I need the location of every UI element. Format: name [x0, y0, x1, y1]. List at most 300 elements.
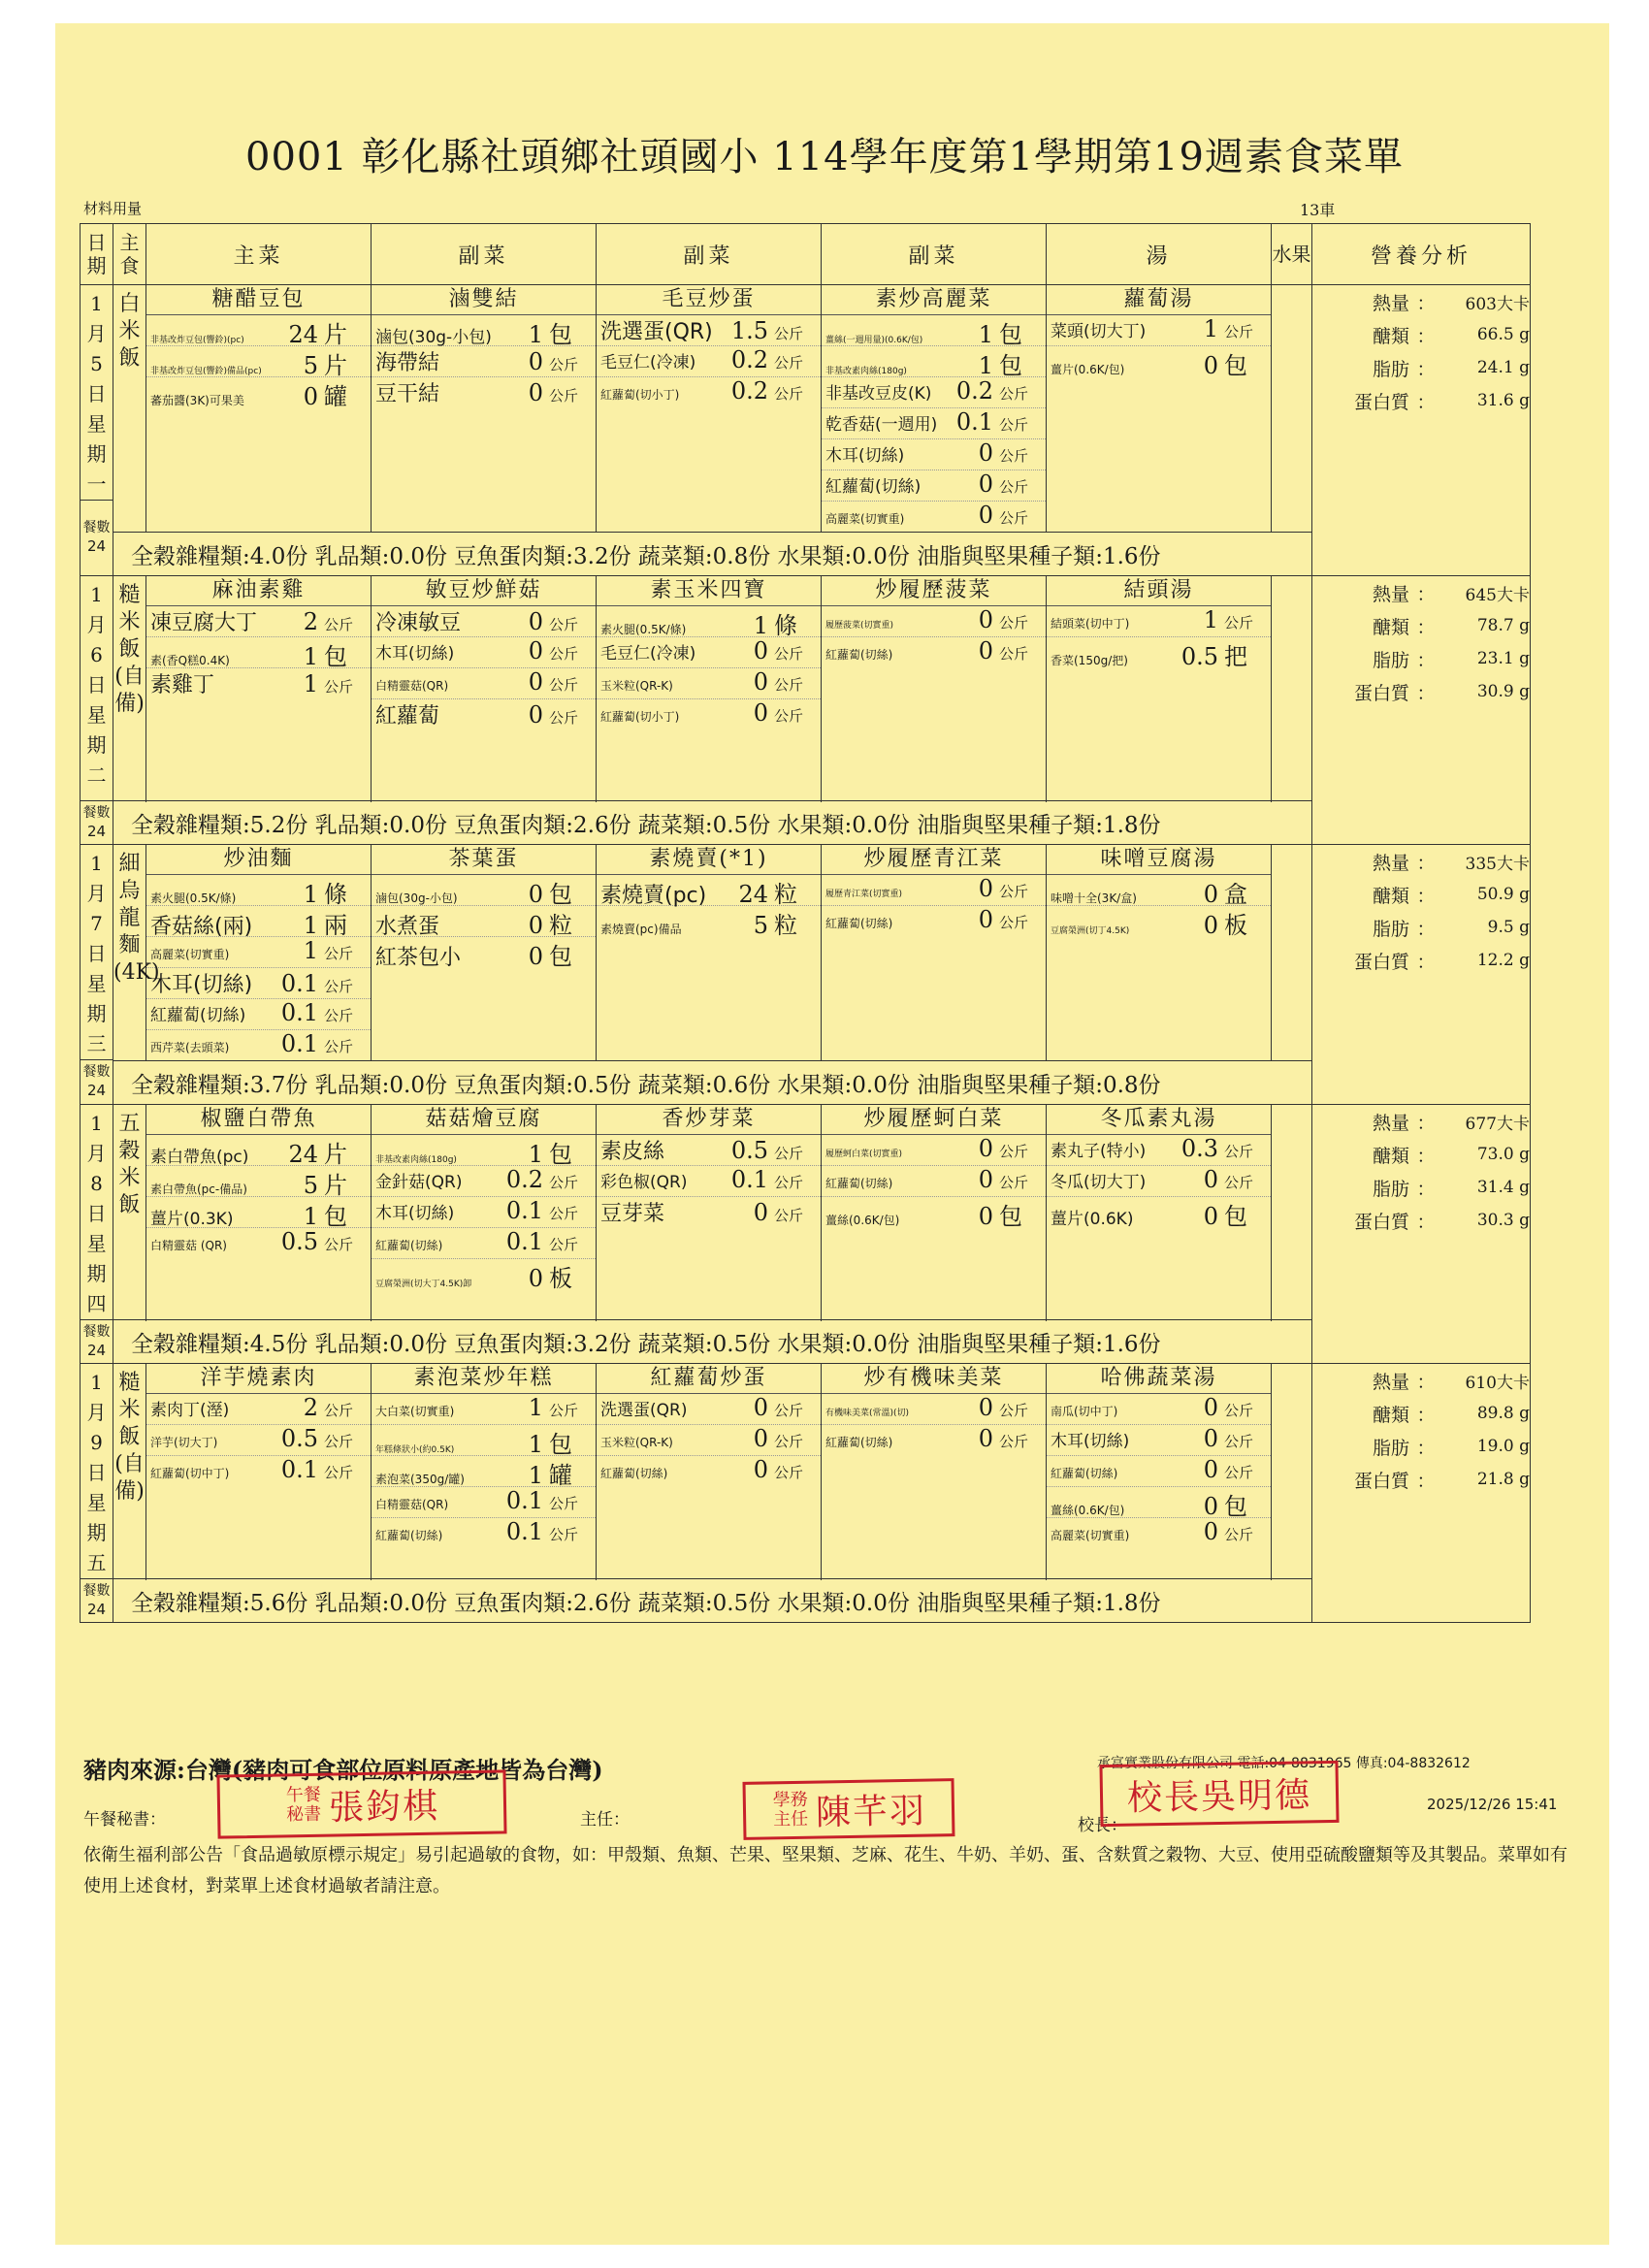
nutrition-fat	[1312, 1171, 1530, 1204]
secretary-stamp	[216, 1769, 506, 1838]
ingredient-unit: 公斤	[774, 707, 804, 725]
nutrition-carb-label: 醣類	[1372, 1145, 1409, 1167]
ingredient-qty: 0	[528, 379, 543, 406]
ingredient-unit: 公斤	[324, 616, 354, 633]
dish-cell	[822, 845, 1047, 1061]
header-nutrition: 營養分析	[1312, 224, 1531, 285]
dish-name: 茶葉蛋	[372, 845, 596, 875]
day-row	[81, 1105, 1531, 1320]
nutrition-energy-label: 熱量	[1372, 1112, 1409, 1134]
ingredient-name: 履歷菠菜(切實重)	[825, 621, 894, 631]
nutrition-carb	[1312, 318, 1530, 351]
nutrition-protein-value: 12.2 g	[1476, 951, 1530, 970]
ingredient-unit: 公斤	[774, 1402, 804, 1419]
fruit-cell	[1272, 1364, 1312, 1579]
ingredient-row	[822, 1135, 1046, 1166]
nutrition-colon: ：	[1416, 1178, 1436, 1200]
fruit-cell	[1272, 1105, 1312, 1320]
servings-label: 餐數	[82, 1064, 111, 1080]
dish-cell	[146, 576, 372, 801]
day-row	[81, 285, 1531, 501]
ingredient-row	[597, 637, 821, 668]
ingredient-unit: 公斤	[999, 478, 1029, 496]
ingredient-row	[146, 1425, 371, 1456]
ingredient-name: 豆干結	[375, 382, 440, 406]
food-group-summary: 全穀雜糧類:5.2份 乳品類:0.0份 豆魚蛋肉類:2.6份 蔬菜類:0.5份 水果類:0.0份 油脂與堅果種子類:1.8份	[113, 801, 1312, 845]
ingredient-qty: 0	[753, 668, 768, 696]
ingredient-row	[372, 1166, 596, 1197]
ingredient-qty: 0.1	[280, 970, 318, 997]
nutrition-energy-value: 677大卡	[1465, 1114, 1530, 1134]
header-staple: 主食	[113, 224, 146, 285]
fruit-cell	[1272, 576, 1312, 801]
day-row	[81, 845, 1531, 1060]
dish-cell	[597, 845, 822, 1061]
nutrition-carb-label: 醣類	[1372, 616, 1409, 638]
ingredient-qty: 0	[303, 383, 318, 410]
ingredient-row	[822, 1166, 1046, 1197]
ingredient-row	[146, 906, 371, 937]
ingredient-qty: 2	[303, 1394, 318, 1421]
day-label-char: 日	[86, 673, 107, 697]
dish-name: 麻油素雞	[146, 576, 371, 606]
staple-char: 龍	[118, 906, 141, 930]
ingredient-name: 豆芽菜	[600, 1202, 665, 1226]
ingredient-row	[372, 668, 596, 699]
ingredient-qty: 1.5	[730, 317, 768, 344]
nutrition-energy-label: 熱量	[1372, 1371, 1409, 1393]
ingredient-qty: 0.5	[280, 1425, 318, 1452]
day-label-char: 5	[90, 352, 103, 375]
food-group-summary: 全穀雜糧類:3.7份 乳品類:0.0份 豆魚蛋肉類:0.5份 蔬菜類:0.6份 水果類:0.0份 油脂與堅果種子類:0.8份	[113, 1061, 1312, 1105]
nutrition-colon: ：	[1416, 1112, 1436, 1134]
ingredient-unit: 片	[324, 1172, 347, 1199]
ingredient-unit: 條	[774, 612, 797, 639]
ingredient-unit: 公斤	[324, 945, 354, 962]
ingredient-unit: 公斤	[324, 1464, 354, 1481]
staple-label	[113, 1105, 146, 1320]
staple-label	[113, 576, 146, 801]
ingredient-qty: 0	[528, 943, 543, 970]
ingredient-row	[372, 1228, 596, 1259]
ingredient-unit: 公斤	[774, 1464, 804, 1481]
ingredient-name: 紅蘿蔔(切絲)	[825, 648, 893, 662]
ingredient-qty: 1	[528, 1431, 543, 1458]
header-side-3: 副菜	[822, 224, 1047, 285]
dish-name: 素燒賣(*1)	[597, 845, 821, 875]
ingredient-name: 水煮蛋	[375, 915, 440, 939]
dish-name: 炒有機味美菜	[822, 1364, 1046, 1394]
dish-name: 敏豆炒鮮菇	[372, 576, 596, 606]
day-label-char: 五	[86, 1551, 107, 1574]
ingredient-unit: 罐	[324, 383, 347, 410]
ingredient-name: 大白菜(切實重)	[375, 1405, 455, 1418]
nutrition-carb	[1312, 878, 1530, 911]
ingredient-name: 紅蘿蔔(切絲)	[150, 1006, 246, 1025]
ingredient-unit: 公斤	[324, 1007, 354, 1024]
ingredient-unit: 包	[1224, 1493, 1247, 1520]
ingredient-qty: 1	[978, 352, 993, 379]
ingredient-name: 玉米粒(QR-K)	[600, 1436, 673, 1449]
ingredient-row	[822, 439, 1046, 470]
staple-label	[113, 285, 146, 533]
ingredient-qty: 24	[288, 321, 318, 348]
nutrition-energy-label: 熱量	[1372, 852, 1409, 874]
dish-name: 紅蘿蔔炒蛋	[597, 1364, 821, 1394]
nutrition-colon: ：	[1416, 391, 1436, 413]
nutrition-fat-value: 31.4 g	[1476, 1178, 1530, 1197]
dish-cell	[597, 1105, 822, 1320]
ingredient-unit: 片	[324, 352, 347, 379]
ingredient-name: 素火腿(0.5K/條)	[150, 891, 237, 905]
nutrition-colon: ：	[1416, 292, 1436, 314]
staple-char: 米	[118, 1166, 141, 1190]
staple-char: 米	[118, 610, 141, 634]
day-label-char: 8	[90, 1172, 103, 1195]
staple-char: 穀	[118, 1139, 141, 1163]
nutrition-colon: ：	[1416, 1371, 1436, 1393]
dish-name: 結頭湯	[1047, 576, 1271, 606]
day-label-char: 二	[86, 763, 107, 787]
ingredient-unit: 公斤	[549, 356, 579, 373]
ingredient-qty: 0	[978, 1203, 993, 1230]
ingredient-row	[1047, 606, 1271, 637]
day-label-char: 日	[86, 1202, 107, 1225]
day-label-char: 9	[90, 1431, 103, 1454]
ingredient-unit: 公斤	[774, 676, 804, 694]
ingredient-name: 木耳(切絲)	[375, 644, 455, 664]
header-side-2: 副菜	[597, 224, 822, 285]
ingredient-name: 香菇絲(兩)	[150, 915, 253, 939]
staple-label	[113, 1364, 146, 1579]
ingredient-name: 毛豆仁(冷凍)	[600, 644, 696, 664]
ingredient-qty: 0	[528, 348, 543, 375]
ingredient-unit: 包	[1224, 1203, 1247, 1230]
ingredient-row	[372, 1456, 596, 1487]
nutrition-fat	[1312, 351, 1530, 384]
ingredient-unit: 公斤	[774, 1174, 804, 1191]
nutrition-cell	[1312, 576, 1531, 845]
car-number: 13車	[1300, 201, 1336, 219]
nutrition-protein-value: 21.8 g	[1476, 1470, 1530, 1489]
ingredient-unit: 粒	[774, 881, 797, 908]
ingredient-row	[146, 999, 371, 1030]
ingredient-unit: 公斤	[999, 509, 1029, 527]
nutrition-protein	[1312, 944, 1530, 977]
ingredient-name: 海帶結	[375, 351, 440, 375]
ingredient-unit: 公斤	[549, 387, 579, 405]
ingredient-name: 薑片(0.6K)	[1051, 1210, 1134, 1229]
ingredient-row	[372, 1487, 596, 1518]
ingredient-qty: 0	[528, 881, 543, 908]
ingredient-qty: 0.2	[730, 377, 768, 405]
ingredient-row	[597, 315, 821, 346]
day-label-char: 日	[86, 1461, 107, 1484]
nutrition-cell	[1312, 285, 1531, 576]
ingredient-row	[1047, 315, 1271, 346]
ingredient-qty: 0	[753, 1425, 768, 1452]
day-label-char: 星	[86, 972, 107, 995]
day-label	[81, 576, 113, 801]
ingredient-qty: 0	[978, 1425, 993, 1452]
ingredient-name: 薑絲(0.6K/包)	[1051, 1504, 1125, 1517]
staple-char: 五	[118, 1112, 141, 1136]
ingredient-row	[146, 606, 371, 637]
ingredient-qty: 1	[303, 643, 318, 670]
soup-cell	[1047, 576, 1272, 801]
ingredient-qty: 0	[1203, 1425, 1218, 1452]
ingredient-name: 紅蘿蔔(切中丁)	[150, 1467, 230, 1480]
servings-count: 24	[86, 822, 107, 840]
ingredient-name: 素雞丁	[150, 673, 215, 697]
ingredient-qty: 5	[303, 1172, 318, 1199]
header-side-1: 副菜	[372, 224, 597, 285]
ingredient-qty: 1	[303, 1203, 318, 1230]
header-soup: 湯	[1047, 224, 1272, 285]
ingredient-row	[146, 1394, 371, 1425]
fruit-cell	[1272, 285, 1312, 533]
ingredient-qty: 2	[303, 608, 318, 635]
servings-cell	[81, 1320, 113, 1364]
ingredient-qty: 0	[528, 668, 543, 696]
ingredient-name: 西芹菜(去頭菜)	[150, 1041, 230, 1054]
ingredient-name: 冷凍敏豆	[375, 611, 462, 635]
ingredient-name: 洋芋(切大丁)	[150, 1436, 218, 1449]
ingredient-qty: 0	[753, 637, 768, 664]
ingredient-unit: 公斤	[324, 678, 354, 696]
principal-stamp	[1099, 1761, 1339, 1827]
ingredient-row	[597, 668, 821, 699]
ingredient-qty: 0.1	[505, 1487, 543, 1514]
day-label-char: 期	[86, 1262, 107, 1285]
ingredient-name: 彩色椒(QR)	[600, 1173, 688, 1192]
ingredient-name: 素白帶魚(pc-備品)	[150, 1183, 247, 1196]
nutrition-carb-value: 66.5 g	[1476, 325, 1530, 344]
dish-cell	[146, 845, 372, 1061]
ingredient-name: 白精靈菇 (QR)	[150, 1239, 227, 1252]
ingredient-row	[146, 1228, 371, 1258]
ingredient-row	[1047, 1425, 1271, 1456]
pork-source: 豬肉來源:台灣(豬肉可食部位原料原產地皆為台灣)	[83, 1756, 603, 1784]
ingredient-row	[1047, 346, 1271, 379]
day-label-char: 1	[90, 583, 103, 606]
ingredient-qty: 0	[528, 608, 543, 635]
ingredient-unit: 公斤	[549, 1402, 579, 1419]
dish-name: 素炒高麗菜	[822, 285, 1046, 315]
day-label-char: 期	[86, 733, 107, 757]
nutrition-fat	[1312, 642, 1530, 675]
ingredient-name: 木耳(切絲)	[150, 973, 253, 997]
ingredient-qty: 0	[978, 637, 993, 664]
ingredient-unit: 片	[324, 1141, 347, 1168]
ingredient-row	[372, 1518, 596, 1548]
dish-name: 菇菇燴豆腐	[372, 1105, 596, 1135]
ingredient-unit: 公斤	[999, 447, 1029, 465]
ingredient-name: 素火腿(0.5K/條)	[600, 623, 687, 636]
ingredient-row	[372, 1394, 596, 1425]
principal-stamp-name: 校長吳明德	[1126, 1774, 1312, 1819]
day-label-char: 星	[86, 412, 107, 436]
ingredient-name: 非基改炸豆包(響鈴)備品(pc)	[150, 367, 262, 376]
ingredient-name: 南瓜(切中丁)	[1051, 1405, 1118, 1418]
ingredient-unit: 公斤	[549, 1174, 579, 1191]
staple-char: (自	[114, 1452, 145, 1476]
dish-name: 素玉米四寶	[597, 576, 821, 606]
nutrition-carb-value: 73.0 g	[1476, 1145, 1530, 1164]
ingredient-row	[1047, 1166, 1271, 1197]
ingredient-name: 凍豆腐大丁	[150, 611, 258, 635]
food-group-summary: 全穀雜糧類:4.5份 乳品類:0.0份 豆魚蛋肉類:3.2份 蔬菜類:0.5份 水果類:0.0份 油脂與堅果種子類:1.6份	[113, 1320, 1312, 1364]
menu-table	[80, 223, 1531, 1623]
ingredient-unit: 罐	[549, 1462, 572, 1489]
principal-label: 校長：	[1078, 1816, 1127, 1835]
dish-cell	[146, 1105, 372, 1320]
ingredient-qty: 0	[1203, 1493, 1218, 1520]
nutrition-colon: ：	[1416, 885, 1436, 907]
day-label-char: 1	[90, 1371, 103, 1394]
ingredient-row	[597, 346, 821, 377]
ingredient-name: 毛豆仁(冷凍)	[600, 353, 696, 373]
ingredient-qty: 0.1	[505, 1228, 543, 1255]
staple-char: 細	[118, 852, 141, 876]
servings-count: 24	[86, 1082, 107, 1099]
staple-char: 飯	[118, 1193, 141, 1217]
ingredient-unit: 公斤	[324, 978, 354, 995]
dish-cell	[822, 285, 1047, 533]
ingredient-row	[146, 637, 371, 668]
ingredient-qty: 0	[528, 1265, 543, 1292]
ingredient-row	[1047, 1518, 1271, 1548]
ingredient-row	[1047, 1197, 1271, 1230]
day-label	[81, 1105, 113, 1320]
ingredient-name: 薑絲(一週用量)(0.6K/包)	[825, 336, 923, 345]
ingredient-name: 紅茶包小	[375, 946, 462, 970]
ingredient-qty: 0.1	[280, 1456, 318, 1483]
ingredient-qty: 0	[978, 502, 993, 529]
nutrition-fat	[1312, 1430, 1530, 1463]
ingredient-name: 紅蘿蔔(切絲)	[825, 477, 922, 497]
day-label-char: 1	[90, 852, 103, 875]
ingredient-row	[146, 346, 371, 377]
nutrition-colon: ：	[1416, 1470, 1436, 1492]
dish-name: 滷雙結	[372, 285, 596, 315]
fruit-cell	[1272, 845, 1312, 1061]
staple-char: 飯	[118, 1425, 141, 1449]
ingredient-name: 有機味美菜(常溫)(切)	[825, 1409, 910, 1418]
ingredient-row	[822, 875, 1046, 906]
director-stamp	[742, 1778, 954, 1840]
ingredient-unit: 公斤	[774, 1207, 804, 1224]
ingredient-unit: 公斤	[774, 354, 804, 372]
ingredient-unit: 包	[549, 321, 572, 348]
ingredient-qty: 0	[1203, 1166, 1218, 1193]
ingredient-qty: 1	[528, 1394, 543, 1421]
ingredient-row	[146, 1166, 371, 1197]
nutrition-fat	[1312, 911, 1530, 944]
nutrition-energy-value: 335大卡	[1465, 854, 1530, 874]
secretary-label: 午餐秘書：	[83, 1810, 166, 1830]
ingredient-qty: 1	[303, 912, 318, 939]
ingredient-name: 薑片(0.3K)	[150, 1210, 234, 1229]
staple-char: (4K)	[113, 960, 160, 985]
nutrition-fat-value: 9.5 g	[1487, 918, 1530, 937]
caterer-info: 承富實業股份有限公司 電話:04-8831965 傳真:04-8832612	[1097, 1756, 1471, 1771]
nutrition-colon: ：	[1416, 918, 1436, 940]
dish-name: 哈佛蔬菜湯	[1047, 1364, 1271, 1394]
ingredient-row	[372, 606, 596, 637]
ingredient-name: 非基改炸豆包(響鈴)(pc)	[150, 336, 244, 345]
nutrition-protein-value: 30.9 g	[1476, 682, 1530, 701]
nutrition-fat-label: 脂肪	[1372, 1437, 1409, 1459]
ingredient-unit: 公斤	[549, 1236, 579, 1253]
ingredient-unit: 片	[324, 321, 347, 348]
nutrition-fat-label: 脂肪	[1372, 918, 1409, 940]
ingredient-name: 洗選蛋(QR)	[600, 320, 713, 344]
ingredient-name: 素泡菜(350g/罐)	[375, 1473, 465, 1486]
ingredient-name: 玉米粒(QR-K)	[600, 679, 673, 693]
ingredient-unit: 包	[549, 1431, 572, 1458]
ingredient-row	[1047, 1135, 1271, 1166]
ingredient-qty: 5	[303, 352, 318, 379]
nutrition-colon: ：	[1416, 682, 1436, 704]
ingredient-row	[146, 1456, 371, 1486]
servings-cell	[81, 501, 113, 576]
ingredient-name: 紅蘿蔔(切絲)	[1051, 1467, 1118, 1480]
ingredient-qty: 0	[978, 470, 993, 498]
day-label-char: 6	[90, 643, 103, 666]
allergen-notice: 依衛生福利部公告「食品過敏原標示規定」易引起過敏的食物，如：甲殼類、魚類、芒果、堅果類、芝麻、花生、牛奶、羊奶、蛋、含麩質之穀物、大豆、使用亞硫酸鹽類等及其製品。菜單如有使用上述食材，對菜單上述食材過敏者請注意。	[83, 1845, 1568, 1896]
ingredient-unit: 包	[549, 1141, 572, 1168]
ingredient-name: 素肉丁(溼)	[150, 1401, 230, 1420]
ingredient-qty: 0	[1203, 1203, 1218, 1230]
ingredient-qty: 0	[1203, 881, 1218, 908]
ingredient-name: 紅蘿蔔(切絲)	[375, 1529, 443, 1542]
servings-count: 24	[86, 537, 107, 555]
dish-cell	[822, 1105, 1047, 1320]
dish-cell	[372, 285, 597, 533]
nutrition-energy	[1312, 576, 1530, 609]
ingredient-unit: 公斤	[774, 385, 804, 403]
ingredient-name: 滷包(30g-小包)	[375, 891, 458, 905]
ingredient-unit: 公斤	[549, 1205, 579, 1222]
nutrition-carb-label: 醣類	[1372, 885, 1409, 907]
ingredient-name: 非基改素肉絲(180g)	[375, 1155, 457, 1165]
ingredient-row	[146, 1135, 371, 1166]
ingredient-qty: 0	[978, 1394, 993, 1421]
ingredient-unit: 公斤	[549, 709, 579, 727]
ingredient-unit: 公斤	[1224, 1402, 1254, 1419]
ingredient-name: 豆腐榮洲(切丁4.5K)	[1051, 926, 1130, 936]
ingredient-name: 高麗菜(切實重)	[825, 512, 905, 526]
ingredient-qty: 0	[528, 701, 543, 729]
staple-char: 烏	[118, 879, 141, 903]
ingredient-name: 菜頭(切大丁)	[1051, 322, 1147, 341]
ingredient-qty: 0	[1203, 1456, 1218, 1483]
ingredient-name: 紅蘿蔔(切絲)	[375, 1239, 443, 1252]
ingredient-name: 乾香菇(一週用)	[825, 415, 938, 435]
ingredient-name: 結頭菜(切中丁)	[1051, 617, 1130, 631]
nutrition-energy-label: 熱量	[1372, 292, 1409, 314]
director-stamp-name: 陳芊羽	[815, 1791, 927, 1833]
nutrition-fat-value: 23.1 g	[1476, 649, 1530, 668]
ingredient-name: 薑絲(0.6K/包)	[825, 1214, 900, 1227]
ingredient-row	[822, 637, 1046, 667]
ingredient-unit: 公斤	[999, 416, 1029, 434]
ingredient-row	[146, 875, 371, 906]
ingredient-qty: 0	[753, 1199, 768, 1226]
ingredient-row	[1047, 1487, 1271, 1518]
nutrition-colon: ：	[1416, 358, 1436, 380]
